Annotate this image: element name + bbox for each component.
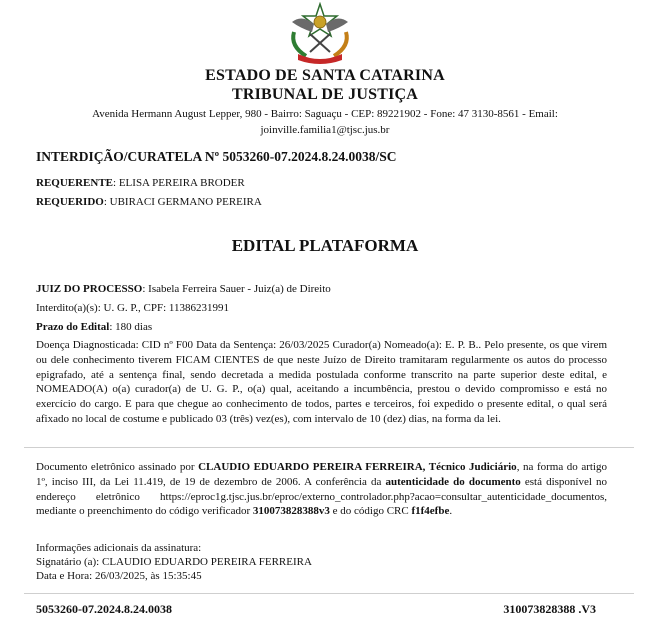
prazo-label: Prazo do Edital [36, 321, 110, 333]
santa-catarina-coat-of-arms [284, 2, 356, 68]
requerido-value: : UBIRACI GERMANO PEREIRA [103, 196, 262, 208]
sig-text-4: e do código CRC [329, 505, 412, 518]
signer-name: CLAUDIO EDUARDO PEREIRA FERREIRA, Técnico Judiciário [198, 461, 517, 473]
state-name: ESTADO DE SANTA CATARINA [205, 67, 445, 84]
signatario-line: Signatário (a): CLAUDIO EDUARDO PEREIRA FERREIRA [36, 556, 312, 568]
requerente-value: : ELISA PEREIRA BRODER [113, 177, 245, 189]
juiz-line [36, 283, 331, 295]
court-name: TRIBUNAL DE JUSTIÇA [231, 86, 419, 103]
crc-code: f1f4efbe [411, 505, 450, 518]
address-line: Avenida Hermann August Lepper, 980 - Bairro: Saguaçu - CEP: 89221902 - Fone: 47 3130-8561 - Email: [92, 108, 558, 120]
requerente-label: REQUERENTE [36, 177, 114, 189]
process-title: INTERDIÇÃO/CURATELA Nº 5053260-07.2024.8.24.0038/SC [36, 149, 397, 164]
requerido-line [36, 196, 262, 208]
juiz-label: JUIZ DO PROCESSO [36, 283, 143, 295]
datetime-line: Data e Hora: 26/03/2025, às 15:35:45 [36, 570, 202, 582]
verification-code: 310073828388v3 [252, 505, 330, 518]
sig-text-2: , na forma do artigo 1º, inciso III, da Lei 11.419, de 19 de dezembro de 2006. A conferência da [36, 461, 607, 488]
court-address [40, 106, 610, 138]
requerente-line [36, 177, 245, 189]
prazo-line [36, 321, 152, 333]
divider [24, 447, 634, 448]
edital-heading: EDITAL PLATAFORMA [231, 236, 419, 255]
footer-document-code: 310073828388 .V3 [503, 602, 596, 616]
prazo-value: : 180 dias [109, 321, 153, 333]
footer-process-number: 5053260-07.2024.8.24.0038 [36, 602, 172, 616]
auth-label: autenticidade do documento [385, 475, 521, 488]
address-email: joinville.familia1@tjsc.jus.br [260, 124, 390, 136]
signature-statement [36, 460, 607, 519]
edital-body: Doença Diagnosticada: CID nº F00 Data da Sentença: 26/03/2025 Curador(a) Nomeado(a): E. P. B.. Pelo presente, os que virem ou dele conhecimento tiverem FICAM CIENTES de que neste Juízo de Direito tramitaram regularmente os autos do processo epigrafado, até a sentença final, sendo decretada a medida postulada conforme transcrito na parte superior deste edital, e NOMEADO(A) o(a) curador(a) de U. G. P., o(a) qual, aceitando a incumbência, prestou o devido compromisso e está no exercício do cargo. E para que chegue ao conhecimento de todos, partes e terceiros, foi expedido o presente edital, o qual será afixado no local de costume e publicado 03 (três) vez(es), com intervalo de 10 (dez) dias, na forma da lei. [36, 339, 607, 425]
sig-text-5: . [449, 505, 453, 518]
requerido-label: REQUERIDO [36, 196, 104, 208]
sig-text-1: Documento eletrônico assinado por [36, 461, 199, 473]
juiz-value: : Isabela Ferreira Sauer - Juiz(a) de Direito [142, 283, 331, 295]
sig-text-3: está disponível no endereço eletrônico https://eproc1g.tjsc.jus.br/eproc/externo_controlador.php?acao=consultar_autenticidade_documentos, mediante o preenchimento do código verificador [36, 475, 608, 518]
signature-info-title: Informações adicionais da assinatura: [36, 542, 202, 554]
footer-divider [24, 593, 634, 594]
interdito-line: Interdito(a)(s): U. G. P., CPF: 11386231991 [36, 302, 230, 314]
